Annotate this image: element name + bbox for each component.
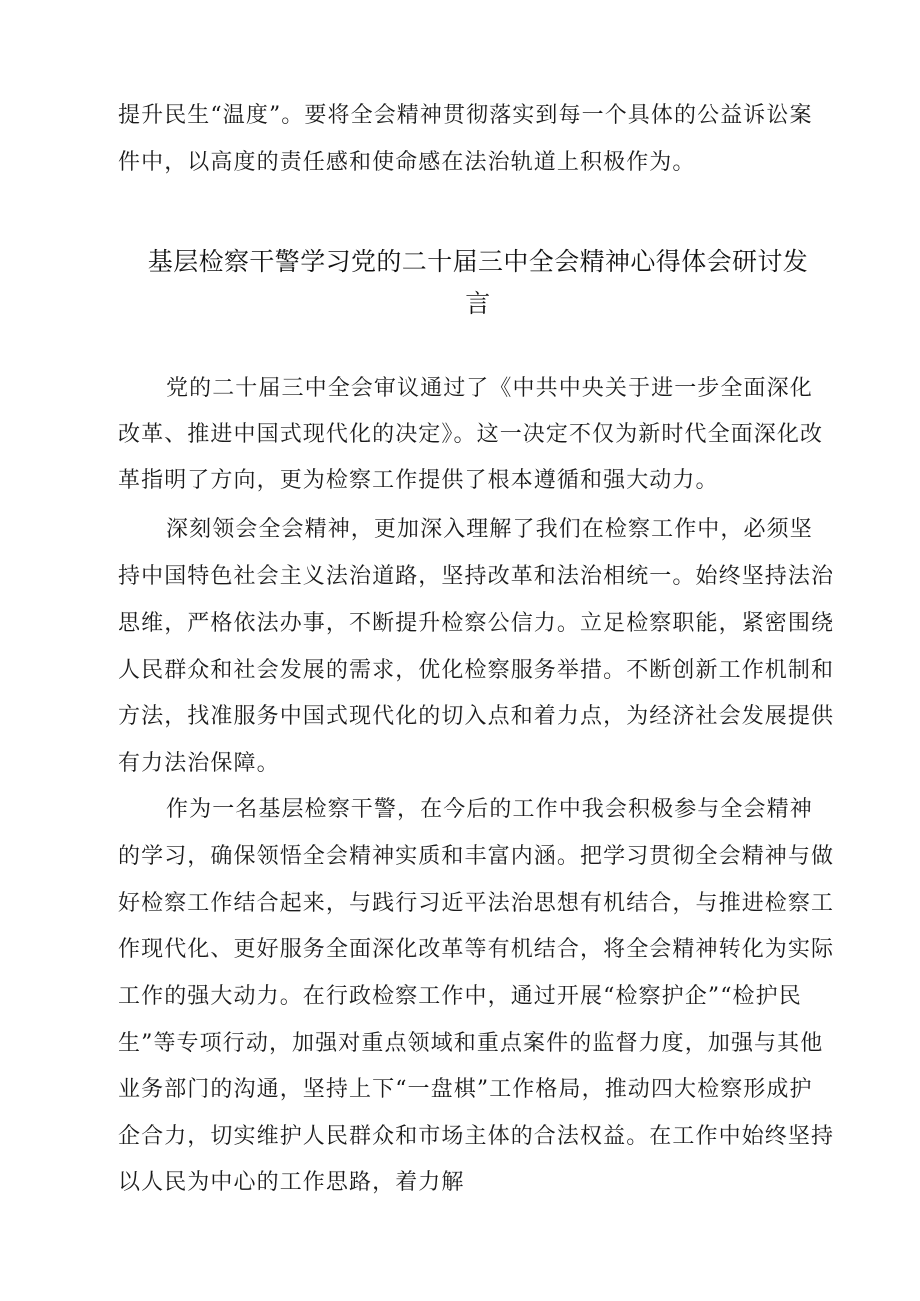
paragraph-line: 思维，严格依法办事，不断提升检察公信力。立足检察职能，紧密围绕 [118,611,835,636]
paragraph-line: 革指明了方向，更为检察工作提供了根本遵循和强大动力。 [118,468,719,493]
intro-line: 提升民生“温度”。要将全会精神贯彻落实到每一个具体的公益诉讼案 [118,103,813,128]
paragraph-line: 有力法治保障。 [118,751,280,776]
paragraph-line: 党的二十届三中全会审议通过了《中共中央关于进一步全面深化 [166,376,813,401]
paragraph-line: 企合力，切实维护人民群众和市场主体的合法权益。在工作中始终坚持 [118,1124,835,1149]
paragraph-line: 业务部门的沟通，坚持上下“一盘棋”工作格局，推动四大检察形成护 [118,1077,813,1102]
intro-line: 件中，以高度的责任感和使命感在法治轨道上积极作为。 [118,150,696,175]
paragraph-line: 改革、推进中国式现代化的决定》。这一决定不仅为新时代全面深化改 [118,422,824,447]
paragraph-line: 生”等专项行动，加强对重点领域和重点案件的监督力度，加强与其他 [118,1031,824,1056]
paragraph-line: 的学习，确保领悟全会精神实质和丰富内涵。把学习贯彻全会精神与做 [118,844,835,869]
article-title: 基层检察干警学习党的二十届三中全会精神心得体会研讨发 [147,247,809,276]
paragraph-line: 好检察工作结合起来，与践行习近平法治思想有机结合，与推进检察工 [118,891,835,916]
paragraph-line: 作为一名基层检察干警，在今后的工作中我会积极参与全会精神 [166,797,813,822]
paragraph-line: 持中国特色社会主义法治道路，坚持改革和法治相统一。始终坚持法治 [118,564,835,589]
paragraph-line: 方法，找准服务中国式现代化的切入点和着力点，为经济社会发展提供 [118,704,835,729]
paragraph-line: 深刻领会全会精神，更加深入理解了我们在检察工作中，必须坚 [166,517,813,542]
paragraph-line: 工作的强大动力。在行政检察工作中，通过开展“检察护企”“检护民 [118,984,802,1009]
paragraph-line: 以人民为中心的工作思路，着力解 [118,1170,465,1195]
paragraph-line: 作现代化、更好服务全面深化改革等有机结合，将全会精神转化为实际 [118,937,835,962]
paragraph-line: 人民群众和社会发展的需求，优化检察服务举措。不断创新工作机制和 [118,658,835,683]
article-title: 言 [465,289,491,318]
